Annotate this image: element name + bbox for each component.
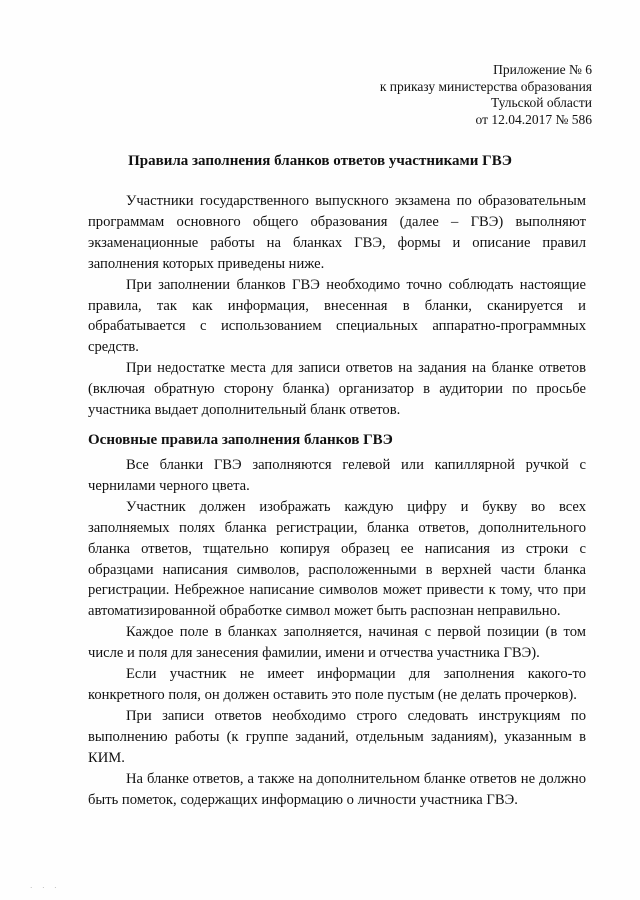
appendix-line: от 12.04.2017 № 586 <box>475 111 592 127</box>
scan-artifact: · · · <box>30 884 61 892</box>
section-title: Основные правила заполнения бланков ГВЭ <box>88 432 393 448</box>
rules-section <box>88 455 586 810</box>
appendix-line: Тульской области <box>491 95 592 110</box>
paragraph: Все бланки ГВЭ заполняются гелевой или капиллярной ручкой с чернилами черного цвета. <box>88 457 586 494</box>
paragraph: При недостатке места для записи ответов на задания на бланке ответов (включая обратную сторону бланка) организатор в аудитории по просьбе участника выдает дополнительный бланк ответов. <box>88 360 586 419</box>
appendix-line: Приложение № 6 <box>493 62 592 77</box>
paragraph: При записи ответов необходимо строго следовать инструкциям по выполнению работы (к группе заданий, отдельным заданиям), указанным в КИМ. <box>88 707 586 766</box>
appendix-header <box>380 62 592 128</box>
paragraph: При заполнении бланков ГВЭ необходимо точно соблюдать настоящие правила, так как информация, внесенная в бланки, сканируется и обрабатывается с использованием специальных аппаратно-программных средств. <box>88 276 586 356</box>
appendix-line: к приказу министерства образования <box>379 78 592 94</box>
document-title: Правила заполнения бланков ответов участниками ГВЭ <box>128 153 512 169</box>
paragraph: На бланке ответов, а также на дополнительном бланке ответов не должно быть пометок, содержащих информацию о личности участника ГВЭ. <box>88 770 586 808</box>
paragraph: Участник должен изображать каждую цифру и букву во всех заполняемых полях бланка регистрации, бланка ответов, дополнительного бланка ответов, тщательно копируя образец ее написания из строки с образцами написания символов, расположенными в верхней части бланка регистрации. Небрежное написание символов может привести к тому, что при автоматизированной обработке символ может быть распознан неправильно. <box>88 498 586 620</box>
intro-section <box>88 191 586 421</box>
paragraph: Если участник не имеет информации для заполнения какого-то конкретного поля, он должен оставить это поле пустым (не делать прочерков). <box>88 666 586 703</box>
paragraph: Каждое поле в бланках заполняется, начиная с первой позиции (в том числе и поля для занесения фамилии, имени и отчества участника ГВЭ). <box>88 624 586 662</box>
paragraph: Участники государственного выпускного экзамена по образовательным программам основного общего образования (далее – ГВЭ) выполняют экзаменационные работы на бланках ГВЭ, формы и описание правил заполнения которых приведены ниже. <box>88 193 586 272</box>
